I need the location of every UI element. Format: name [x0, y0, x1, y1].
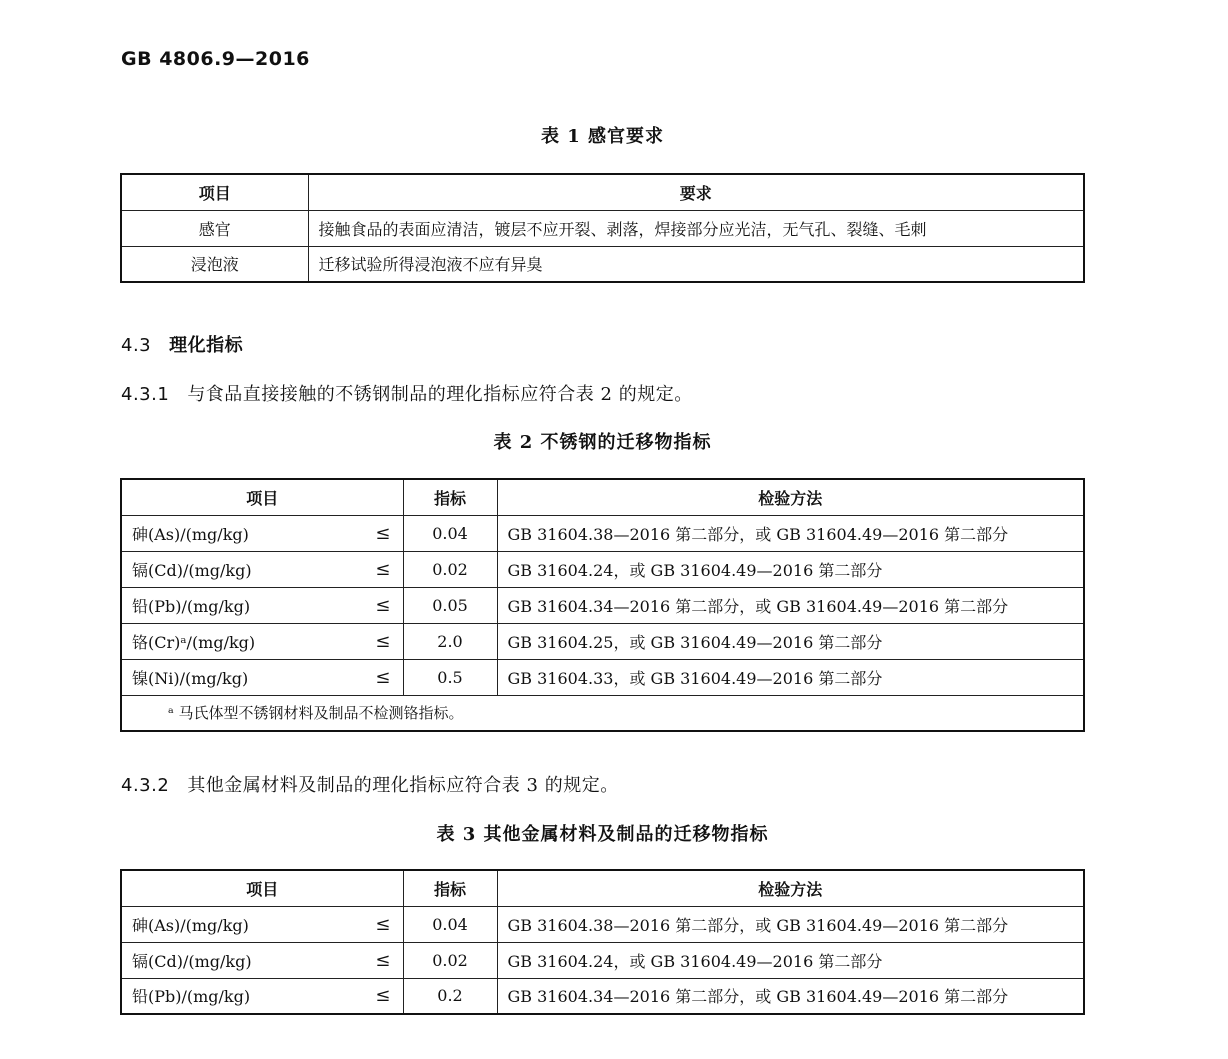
table-header-row [121, 870, 1084, 906]
row-item [121, 906, 403, 942]
table-header-row [121, 479, 1084, 515]
table2-caption: 表 2 不锈钢的迁移物指标 [493, 432, 712, 453]
row-limit: 0.04 [403, 906, 497, 942]
item-label: 镉(Cd)/(mg/kg) [132, 951, 252, 971]
table3 [120, 869, 1085, 1015]
row-limit: 2.0 [403, 623, 497, 659]
le-symbol: ≤ [375, 630, 391, 652]
row-method: GB 31604.24，或 GB 31604.49—2016 第二部分 [497, 551, 1084, 587]
table2 [120, 478, 1085, 732]
section-title: 理化指标 [169, 335, 244, 356]
row-item [121, 551, 403, 587]
row-limit: 0.5 [403, 659, 497, 695]
section-number: 4.3.1 [121, 384, 170, 405]
row-method: GB 31604.38—2016 第二部分，或 GB 31604.49—2016 第二部分 [497, 906, 1084, 942]
table1 [120, 173, 1085, 283]
le-symbol: ≤ [375, 666, 391, 688]
row-method: GB 31604.25，或 GB 31604.49—2016 第二部分 [497, 623, 1084, 659]
table-row [121, 515, 1084, 551]
table-footnote: ᵃ 马氏体型不锈钢材料及制品不检测铬指标。 [121, 695, 1084, 731]
header-item: 项目 [121, 174, 308, 210]
document-id: GB 4806.9—2016 [121, 48, 310, 70]
item-label: 砷(As)/(mg/kg) [132, 915, 249, 935]
table-row [121, 246, 1084, 282]
header-item: 项目 [121, 870, 403, 906]
le-symbol: ≤ [375, 949, 391, 971]
row-item [121, 587, 403, 623]
row-method: GB 31604.34—2016 第二部分，或 GB 31604.49—2016 第二部分 [497, 587, 1084, 623]
row-limit: 0.2 [403, 978, 497, 1014]
item-label: 砷(As)/(mg/kg) [132, 524, 249, 544]
row-item [121, 659, 403, 695]
le-symbol: ≤ [375, 558, 391, 580]
table-row [121, 978, 1084, 1014]
row-limit: 0.04 [403, 515, 497, 551]
section-number: 4.3 [121, 335, 152, 356]
row-limit: 0.02 [403, 551, 497, 587]
section-4-3-1 [121, 380, 693, 406]
header-limit: 指标 [403, 479, 497, 515]
row-method: GB 31604.38—2016 第二部分，或 GB 31604.49—2016 第二部分 [497, 515, 1084, 551]
section-4-3-2 [121, 771, 619, 797]
table3-caption: 表 3 其他金属材料及制品的迁移物指标 [436, 824, 769, 845]
table-footnote-row [121, 695, 1084, 731]
item-label: 铬(Cr)ᵃ/(mg/kg) [132, 632, 256, 652]
table-row [121, 659, 1084, 695]
row-method: GB 31604.24，或 GB 31604.49—2016 第二部分 [497, 942, 1084, 978]
le-symbol: ≤ [375, 985, 391, 1007]
le-symbol: ≤ [375, 522, 391, 544]
header-method: 检验方法 [497, 870, 1084, 906]
header-requirement: 要求 [308, 174, 1084, 210]
row-item [121, 515, 403, 551]
table-row [121, 210, 1084, 246]
row-method: GB 31604.34—2016 第二部分，或 GB 31604.49—2016 第二部分 [497, 978, 1084, 1014]
row-requirement: 迁移试验所得浸泡液不应有异臭 [308, 246, 1084, 282]
item-label: 铅(Pb)/(mg/kg) [132, 596, 251, 616]
header-limit: 指标 [403, 870, 497, 906]
header-method: 检验方法 [497, 479, 1084, 515]
item-label: 镉(Cd)/(mg/kg) [132, 560, 252, 580]
row-method: GB 31604.33，或 GB 31604.49—2016 第二部分 [497, 659, 1084, 695]
table-row [121, 551, 1084, 587]
row-limit: 0.05 [403, 587, 497, 623]
row-requirement: 接触食品的表面应清洁，镀层不应开裂、剥落，焊接部分应光洁，无气孔、裂缝、毛刺 [308, 210, 1084, 246]
item-label: 铅(Pb)/(mg/kg) [132, 987, 251, 1007]
table-header-row [121, 174, 1084, 210]
row-item: 浸泡液 [121, 246, 308, 282]
table-row [121, 623, 1084, 659]
row-item [121, 942, 403, 978]
le-symbol: ≤ [375, 913, 391, 935]
table-row [121, 906, 1084, 942]
section-text: 与食品直接接触的不锈钢制品的理化指标应符合表 2 的规定。 [187, 384, 693, 405]
le-symbol: ≤ [375, 594, 391, 616]
row-item: 感官 [121, 210, 308, 246]
row-item [121, 978, 403, 1014]
section-text: 其他金属材料及制品的理化指标应符合表 3 的规定。 [187, 775, 619, 796]
table1-caption: 表 1 感官要求 [540, 126, 665, 147]
row-limit: 0.02 [403, 942, 497, 978]
item-label: 镍(Ni)/(mg/kg) [132, 668, 249, 688]
row-item [121, 623, 403, 659]
table-row [121, 942, 1084, 978]
header-item: 项目 [121, 479, 403, 515]
table-row [121, 587, 1084, 623]
section-heading-4-3 [121, 331, 243, 357]
section-number: 4.3.2 [121, 775, 170, 796]
